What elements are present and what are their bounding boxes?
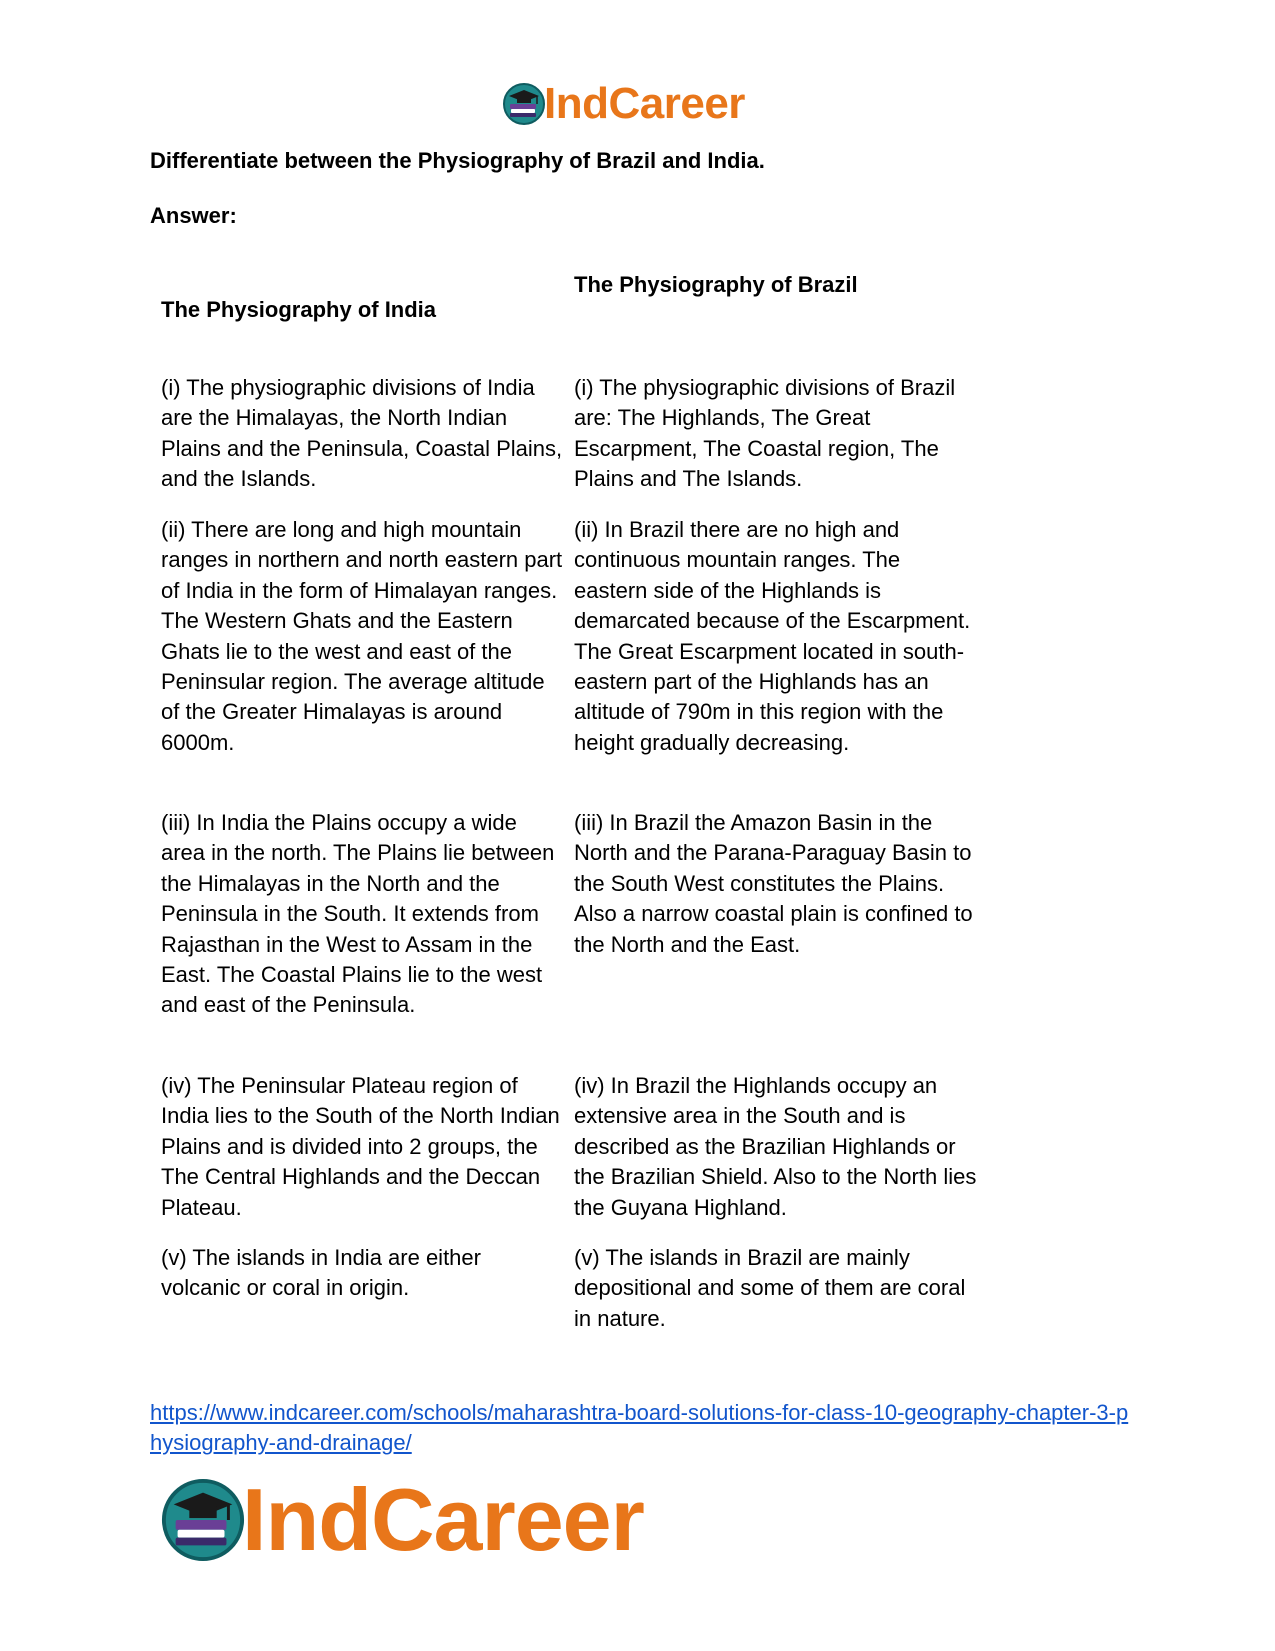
indcareer-logo-top [502,78,745,130]
graduation-book-globe-icon [502,82,546,126]
indcareer-logo-bottom [160,1470,644,1570]
table-cell-india-4: (iv) The Peninsular Plateau region of India lies to the South of the North Indian Plains and is divided into 2 groups, the The Central Highlands and the Deccan Plateau. [161,1073,560,1220]
table-cell-india-3: (iii) In India the Plains occupy a wide area in the north. The Plains lie between the Himalayas in the North and the Peninsula in the South. It extends from Rajasthan in the West to Assam in the East. The Coastal Plains lie to the west and east of the Peninsula. [161,810,555,1018]
source-link[interactable]: https://www.indcareer.com/schools/maharashtra-board-solutions-for-class-10-geography-chapter-3-physiography-and-drainage/ [150,1400,1129,1455]
table-cell-brazil-5: (v) The islands in Brazil are mainly depositional and some of them are coral in nature. [574,1245,966,1331]
table-cell-brazil-3: (iii) In Brazil the Amazon Basin in the North and the Parana-Paraguay Basin to the South West constitutes the Plains. Also a narrow coastal plain is confined to the North and the East. [574,810,973,957]
table-cell-brazil-1: (i) The physiographic divisions of Brazil are: The Highlands, The Great Escarpment, The Coastal region, The Plains and The Islands. [574,375,956,492]
table-cell-india-5: (v) The islands in India are either volcanic or coral in origin. [161,1245,481,1301]
table-cell-brazil-4: (iv) In Brazil the Highlands occupy an extensive area in the South and is described as the Brazilian Highlands or the Brazilian Shield. Also to the North lies the Guyana Highland. [574,1073,977,1220]
column-header-india: The Physiography of India [161,297,437,322]
answer-label: Answer: [150,203,237,228]
brand-name: IndCareer [544,79,745,128]
brand-name: IndCareer [242,1470,644,1569]
column-header-brazil: The Physiography of Brazil [574,272,858,297]
table-cell-india-2: (ii) There are long and high mountain ranges in northern and north eastern part of India in the form of Himalayan ranges. The Western Ghats and the Eastern Ghats lie to the west and east of the Peninsular region. The average altitude of the Greater Himalayas is around 6000m. [161,517,563,755]
table-cell-brazil-2: (ii) In Brazil there are no high and continuous mountain ranges. The eastern side of the Highlands is demarcated because of the Escarpment. The Great Escarpment located in south-eastern part of the Highlands has an altitude of 790m in this region with the height gradually decreasing. [574,517,971,755]
question-heading: Differentiate between the Physiography of Brazil and India. [150,148,765,173]
graduation-book-globe-icon [160,1477,246,1563]
table-cell-india-1: (i) The physiographic divisions of India are the Himalayas, the North Indian Plains and the Peninsula, Coastal Plains, and the Islands. [161,375,563,492]
